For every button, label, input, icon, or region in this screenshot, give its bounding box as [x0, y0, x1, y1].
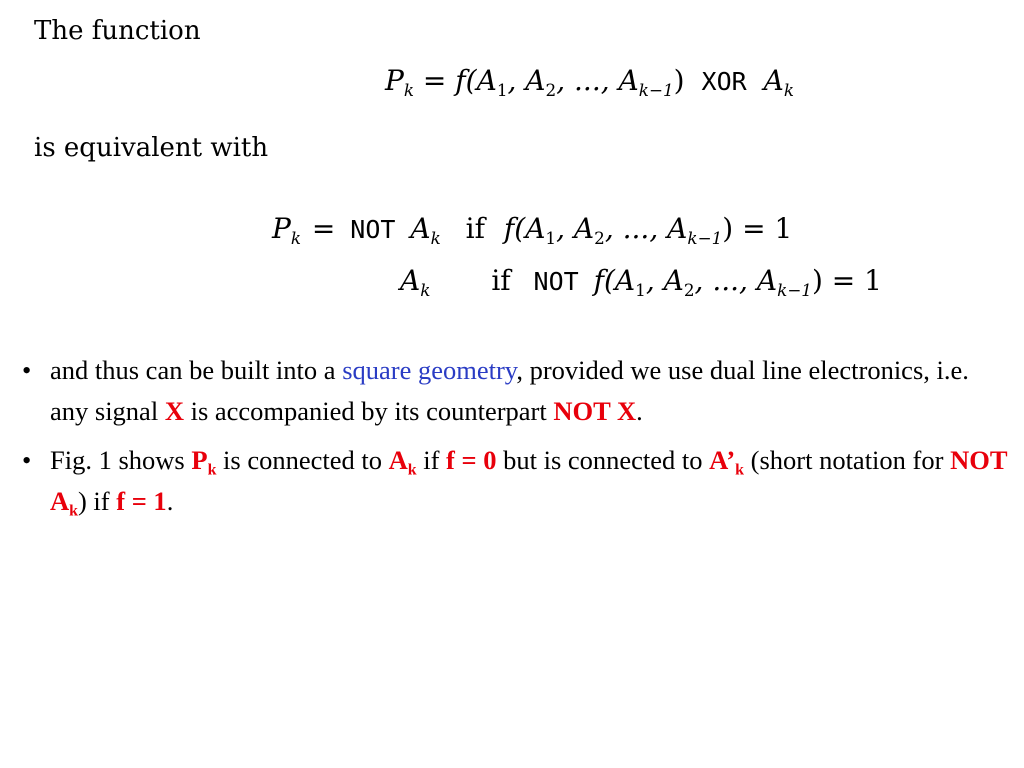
equation-piecewise-row-1: $P_k$ = NOT $A_k$ if $f(A_1$, $A_2$, ..., $A_{k-1}) = 1$	[272, 212, 793, 248]
bullet-item-1: • and thus can be built into a square geometry, provided we use dual line electronics, i.e. any signal X is accompanied by its counterpart NOT X.	[22, 350, 1012, 432]
bullet-item-2: • Fig. 1 shows $P_k$ is connected to $A_k$ if f = 0 but is connected to $A’_k$ (short notation for NOT $A_k$) if f = 1.	[22, 440, 1012, 522]
square-geometry-link[interactable]: square geometry	[342, 355, 517, 385]
intro-text-1: The function	[34, 16, 201, 46]
bullet-list	[22, 350, 1012, 530]
equation-piecewise-row-2: $A_k$ if NOT $f(A_1$, $A_2$, ..., $A_{k-1}) = 1$	[400, 264, 882, 300]
equation-xor: $P_k = f(A_1$, $A_2$, ..., $A_{k-1}$) XOR $A_k$	[385, 64, 794, 100]
intro-text-2: is equivalent with	[34, 133, 269, 163]
